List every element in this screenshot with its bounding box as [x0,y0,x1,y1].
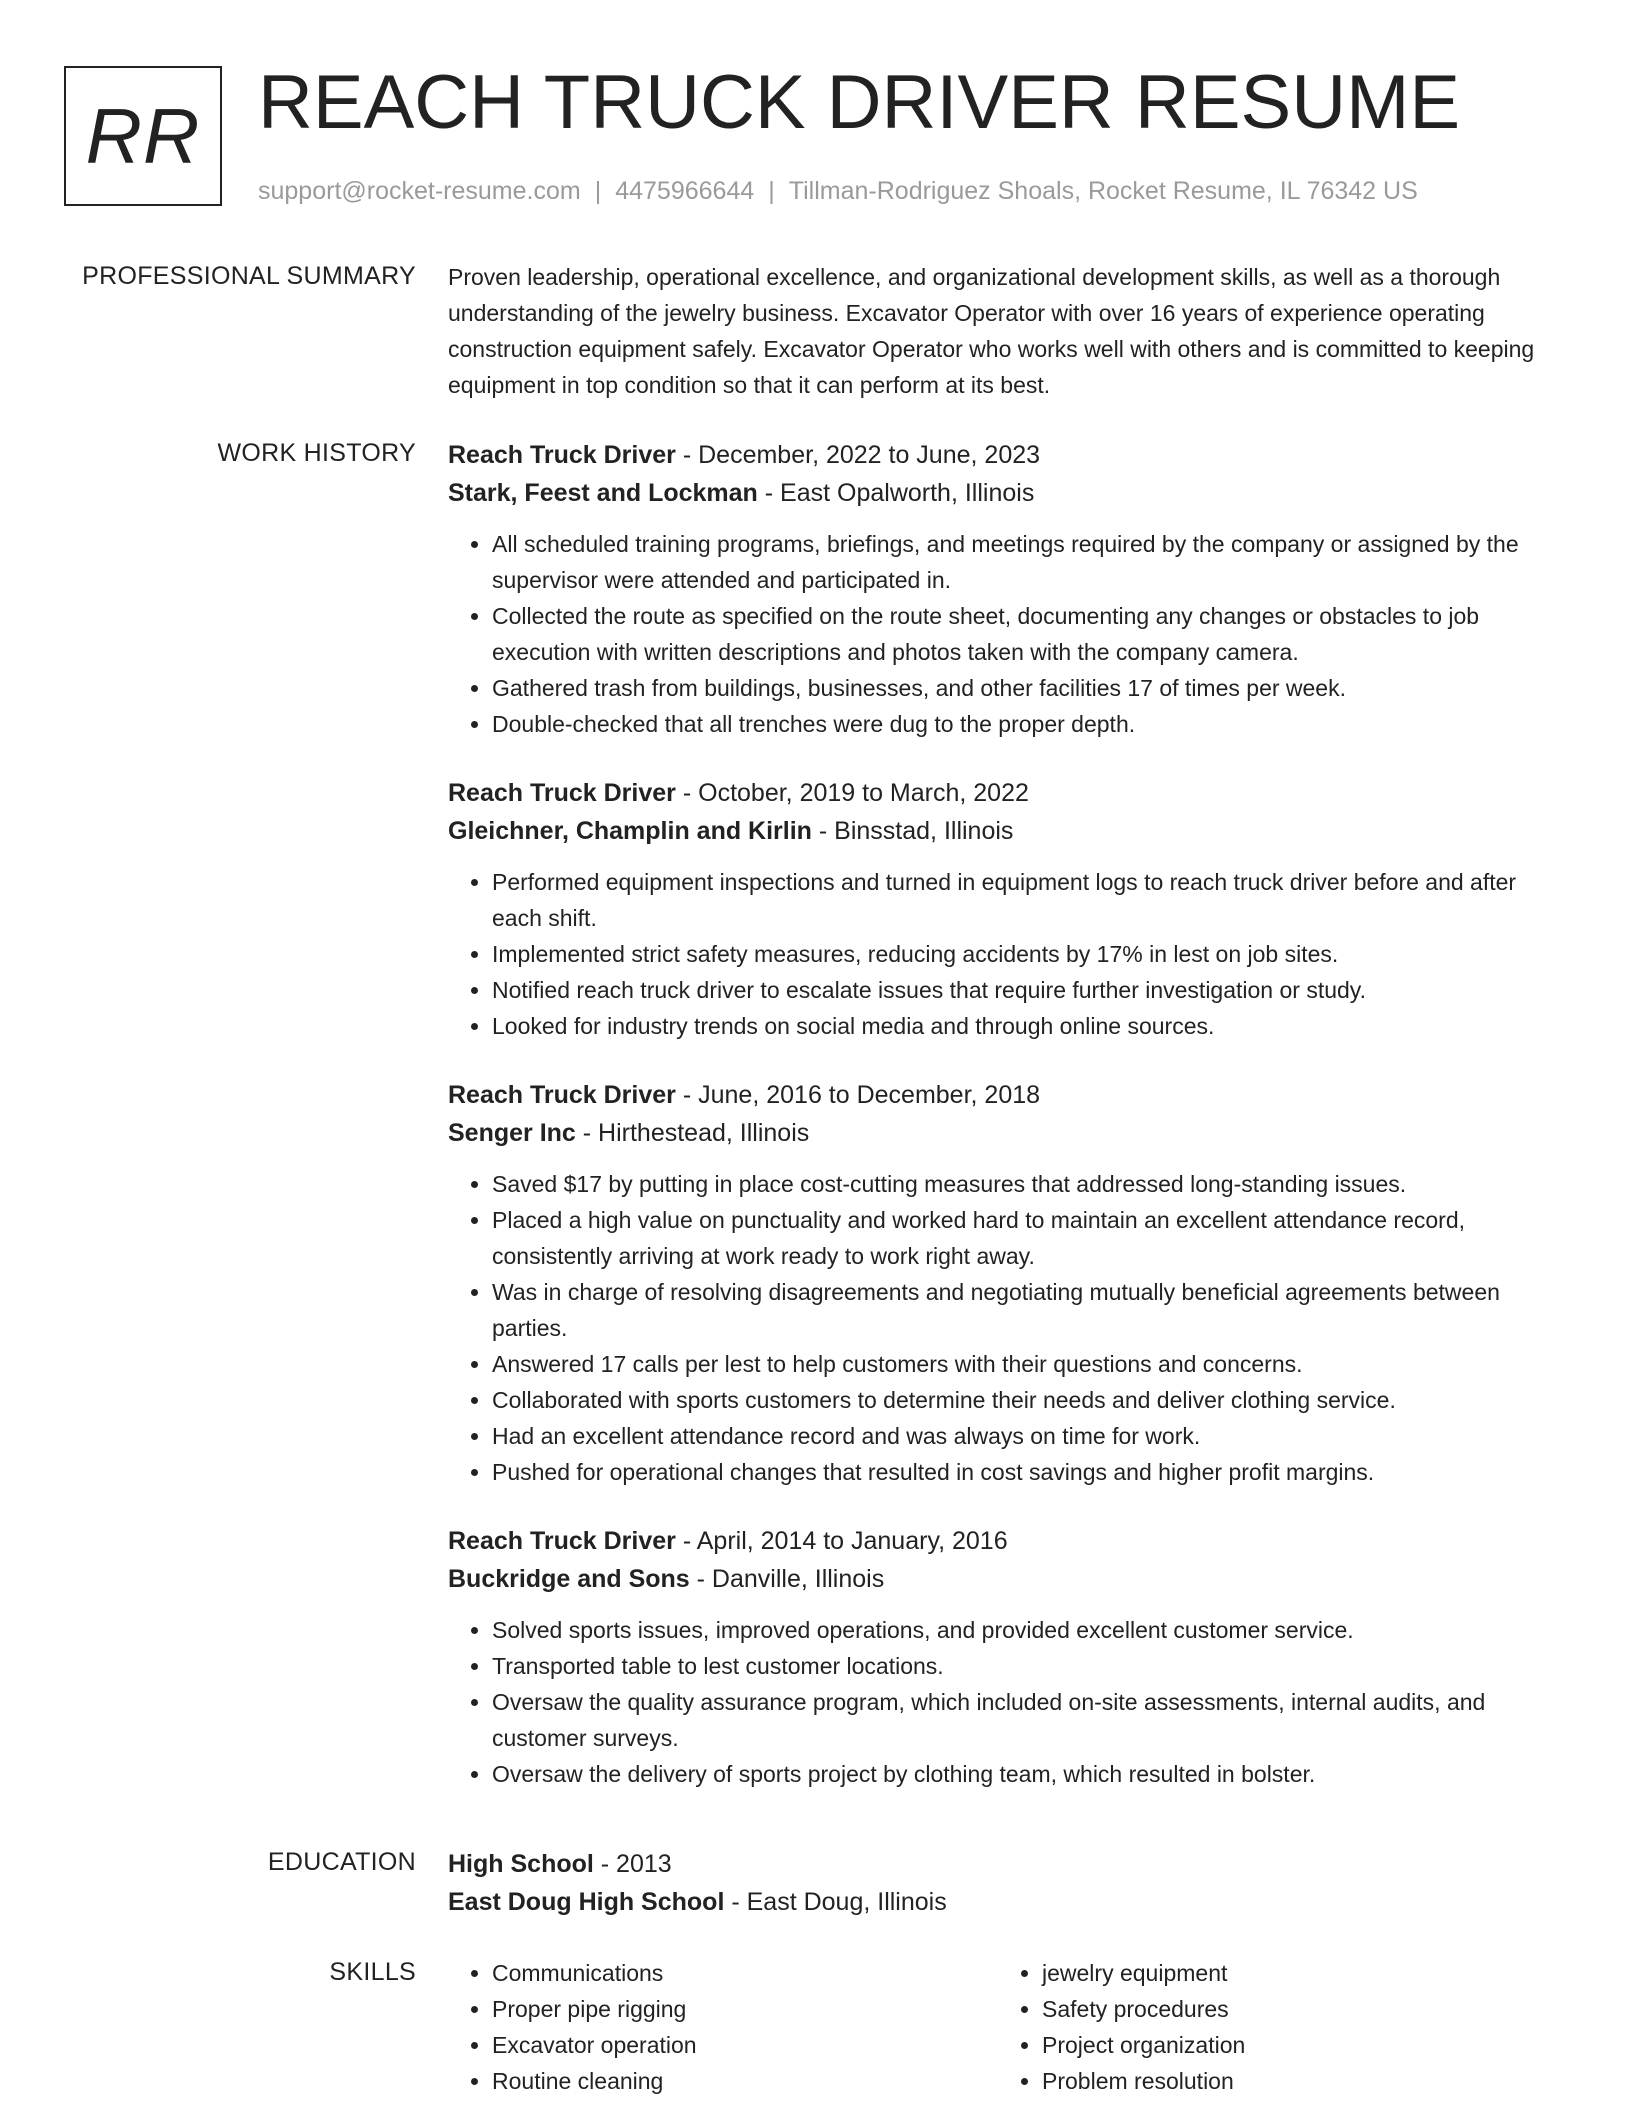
job-bullets [448,1612,1568,1792]
job-bullets [448,1166,1568,1490]
skill-item: • Communications [492,1955,998,1991]
contact-line [258,176,1418,206]
job-entry [448,1522,1568,1792]
job-company: Gleichner, Champlin and Kirlin [448,817,812,845]
job-title-line [448,1522,1568,1560]
job-bullet: • Double-checked that all trenches were dug to the proper depth. [492,706,1568,742]
monogram-initials: RR [85,91,201,180]
job-entry [448,436,1568,742]
job-title-line [448,1076,1568,1114]
skill-item: • Routine cleaning [492,2063,998,2099]
job-title: Reach Truck Driver [448,1527,676,1555]
job-location: - East Opalworth, Illinois [757,479,1035,507]
section-label-work-history: WORK HISTORY [217,439,416,467]
section-label-education: EDUCATION [267,1848,416,1876]
summary-text: Proven leadership, operational excellence, and organizational development skills, as well as a thorough understanding of the jewelry business. Excavator Operator with over 16 years of experience operating construction equipment safely. Excavator Operator who works well with others and is committed to keeping equipment in top condition so that it can perform at its best. [448,264,1535,398]
monogram-box [64,66,222,206]
job-title: Reach Truck Driver [448,441,676,469]
job-bullet: • Collaborated with sports customers to determine their needs and deliver clothing service. [492,1382,1568,1418]
job-bullet: • Gathered trash from buildings, businesses, and other facilities 17 of times per week. [492,670,1568,706]
job-company: Senger Inc [448,1119,576,1147]
section-label-summary: PROFESSIONAL SUMMARY [82,262,416,290]
education-degree: High School [448,1850,594,1878]
skill-item: • Problem resolution [1042,2063,1548,2099]
skill-item: • jewelry equipment [1042,1955,1548,1991]
job-bullets [448,864,1568,1044]
job-dates: - December, 2022 to June, 2023 [675,441,1041,469]
education-location: - East Doug, Illinois [724,1888,947,1916]
job-bullet: • Performed equipment inspections and turned in equipment logs to reach truck driver before and after each shift. [492,864,1568,936]
skill-item: • Safety procedures [1042,1991,1548,2027]
skill-item: • Excavator operation [492,2027,998,2063]
contact-email: support@rocket-resume.com [258,177,581,205]
job-location: - Danville, Illinois [689,1565,885,1593]
job-company: Buckridge and Sons [448,1565,690,1593]
job-bullet: • Answered 17 calls per lest to help customers with their questions and concerns. [492,1346,1568,1382]
job-bullet: • Solved sports issues, improved operations, and provided excellent customer service. [492,1612,1568,1648]
job-bullet: • Oversaw the delivery of sports project by clothing team, which resulted in bolster. [492,1756,1568,1792]
skills-columns [448,1955,1568,2099]
job-title: Reach Truck Driver [448,779,676,807]
contact-address: Tillman-Rodriguez Shoals, Rocket Resume, IL 76342 US [788,177,1418,205]
skills-list-left [448,1955,998,2099]
job-bullet: • Notified reach truck driver to escalate issues that require further investigation or study. [492,972,1568,1008]
education-school: East Doug High School [448,1888,725,1916]
job-bullet: • Saved $17 by putting in place cost-cutting measures that addressed long-standing issues. [492,1166,1568,1202]
job-company-line [448,1114,1568,1152]
education-degree-line [448,1845,1568,1883]
job-bullet: • Oversaw the quality assurance program, which included on-site assessments, internal audits, and customer surveys. [492,1684,1568,1756]
job-location: - Hirthestead, Illinois [575,1119,810,1147]
job-bullet: • Pushed for operational changes that resulted in cost savings and higher profit margins. [492,1454,1568,1490]
job-dates: - April, 2014 to January, 2016 [675,1527,1008,1555]
job-entry [448,1076,1568,1490]
contact-separator: | [768,177,775,205]
contact-separator: | [594,177,602,205]
job-company: Stark, Feest and Lockman [448,479,758,507]
job-company-line [448,474,1568,512]
job-company-line [448,812,1568,850]
job-bullet: • Had an excellent attendance record and was always on time for work. [492,1418,1568,1454]
job-title-line [448,436,1568,474]
contact-phone: 4475966644 [615,177,755,205]
skill-item: • Proper pipe rigging [492,1991,998,2027]
job-location: - Binsstad, Illinois [811,817,1014,845]
section-label-skills: SKILLS [329,1958,416,1986]
job-bullet: • Was in charge of resolving disagreements and negotiating mutually beneficial agreements between parties. [492,1274,1568,1346]
resume-title: REACH TRUCK DRIVER RESUME [258,60,1461,145]
job-bullet: • Implemented strict safety measures, reducing accidents by 17% in lest on job sites. [492,936,1568,972]
job-bullet: • Collected the route as specified on the route sheet, documenting any changes or obstacles to job execution with written descriptions and photos taken with the company camera. [492,598,1568,670]
job-bullet: • All scheduled training programs, briefings, and meetings required by the company or assigned by the supervisor were attended and participated in. [492,526,1568,598]
work-history-list [448,436,1568,1824]
job-bullet: • Transported table to lest customer locations. [492,1648,1568,1684]
job-bullets [448,526,1568,742]
job-entry [448,774,1568,1044]
education-year: - 2013 [593,1850,672,1878]
job-dates: - October, 2019 to March, 2022 [675,779,1029,807]
job-dates: - June, 2016 to December, 2018 [675,1081,1041,1109]
job-title-line [448,774,1568,812]
job-bullet: • Placed a high value on punctuality and worked hard to maintain an excellent attendance record, consistently arriving at work ready to work right away. [492,1202,1568,1274]
education-school-line [448,1883,1568,1921]
job-title: Reach Truck Driver [448,1081,676,1109]
skill-item: • Project organization [1042,2027,1548,2063]
skills-list-right [998,1955,1548,2099]
job-bullet: • Looked for industry trends on social media and through online sources. [492,1008,1568,1044]
job-company-line [448,1560,1568,1598]
